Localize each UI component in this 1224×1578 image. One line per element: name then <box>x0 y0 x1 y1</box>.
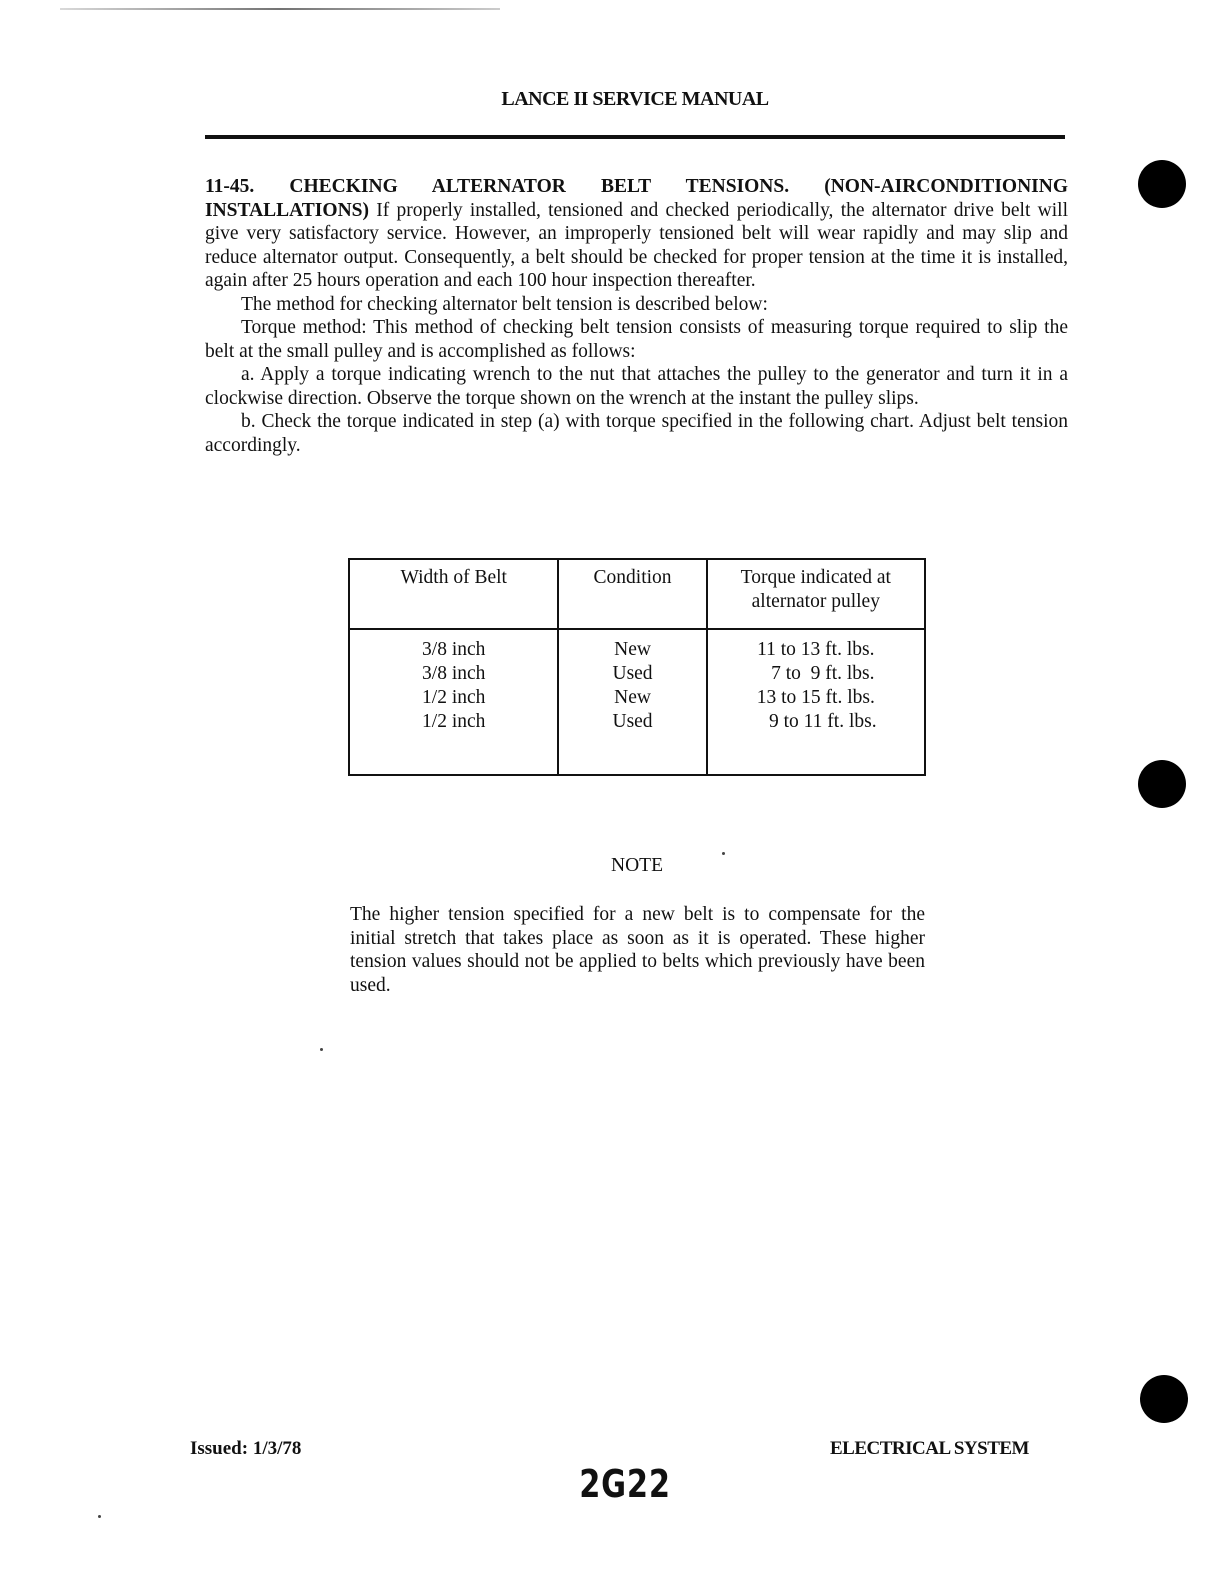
column-torque-values <box>707 629 925 775</box>
torque-method: Torque method: This method of checking belt tension consists of measuring torque required to slip the belt at the small pulley and is accomplished as follows: <box>205 317 1068 362</box>
footer-issued-date: Issued: 1/3/78 <box>190 1438 302 1459</box>
page-code: 2G22 <box>579 1462 671 1506</box>
section-body <box>205 175 1068 457</box>
note-text: The higher tension specified for a new belt is to compensate for the initial stretch that takes place as soon as it is operated. These higher tension values should not be applied to belts which previously have been used. <box>350 904 925 996</box>
table-cell-condition: Used <box>612 711 653 732</box>
table-body-row <box>349 629 925 775</box>
table-cell-width: 1/2 inch <box>422 687 486 708</box>
scan-speck <box>722 852 725 855</box>
table-cell-condition: New <box>614 687 651 708</box>
step-a: a. Apply a torque indicating wrench to the nut that attaches the pulley to the generator and turn it in a clockwise direction. Observe the torque shown on the wrench at the instant the pulley slips. <box>205 364 1068 409</box>
footer-section-name: ELECTRICAL SYSTEM <box>830 1438 1029 1459</box>
table-cell-width: 1/2 inch <box>422 711 486 732</box>
header-torque-line-1: Torque indicated at <box>740 567 891 588</box>
table-cell-torque: 13 to 15 ft. lbs. <box>756 687 875 708</box>
header-width-of-belt: Width of Belt <box>349 559 558 629</box>
scan-speck <box>98 1515 101 1518</box>
header-rule <box>205 135 1065 139</box>
table-cell-condition: Used <box>612 663 653 684</box>
table-cell-torque: 11 to 13 ft. lbs. <box>757 639 875 660</box>
note-title: NOTE <box>611 855 663 876</box>
scan-artifact-line <box>60 8 500 10</box>
header-torque <box>707 559 925 629</box>
table-header-row <box>349 559 925 629</box>
belt-torque-table <box>348 558 926 776</box>
table-cell-condition: New <box>614 639 651 660</box>
column-condition-values <box>558 629 706 775</box>
header-condition: Condition <box>558 559 706 629</box>
section-paragraph-intro <box>205 175 1068 293</box>
punch-hole-top <box>1138 160 1186 208</box>
method-intro: The method for checking alternator belt tension is described below: <box>241 293 768 315</box>
punch-hole-bottom <box>1140 1375 1188 1423</box>
page-header-title: LANCE II SERVICE MANUAL <box>501 88 769 110</box>
table-cell-torque: 7 to 9 ft. lbs. <box>771 663 875 684</box>
column-width-values <box>349 629 558 775</box>
header-torque-line-2: alternator pulley <box>751 591 880 612</box>
scan-speck <box>320 1048 323 1051</box>
table-cell-torque: 9 to 11 ft. lbs. <box>768 711 877 732</box>
punch-hole-middle <box>1138 760 1186 808</box>
table-cell-width: 3/8 inch <box>422 639 486 660</box>
step-b: b. Check the torque indicated in step (a) with torque specified in the following chart. Adjust belt tension accordingly. <box>205 411 1068 456</box>
table-cell-width: 3/8 inch <box>422 663 486 684</box>
section-heading: 11-45. CHECKING ALTERNATOR BELT TENSIONS. (NON-AIRCONDITIONING INSTALLATIONS) <box>205 176 1068 221</box>
section-intro-text: If properly installed, tensioned and checked periodically, the alternator drive belt will give very satisfactory service. However, an improperly tensioned belt will wear rapidly and may slip and reduce alternator output. Consequently, a belt should be checked for proper tension at the time it is installed, again after 25 hours operation and each 100 hour inspection thereafter. <box>205 199 1068 291</box>
